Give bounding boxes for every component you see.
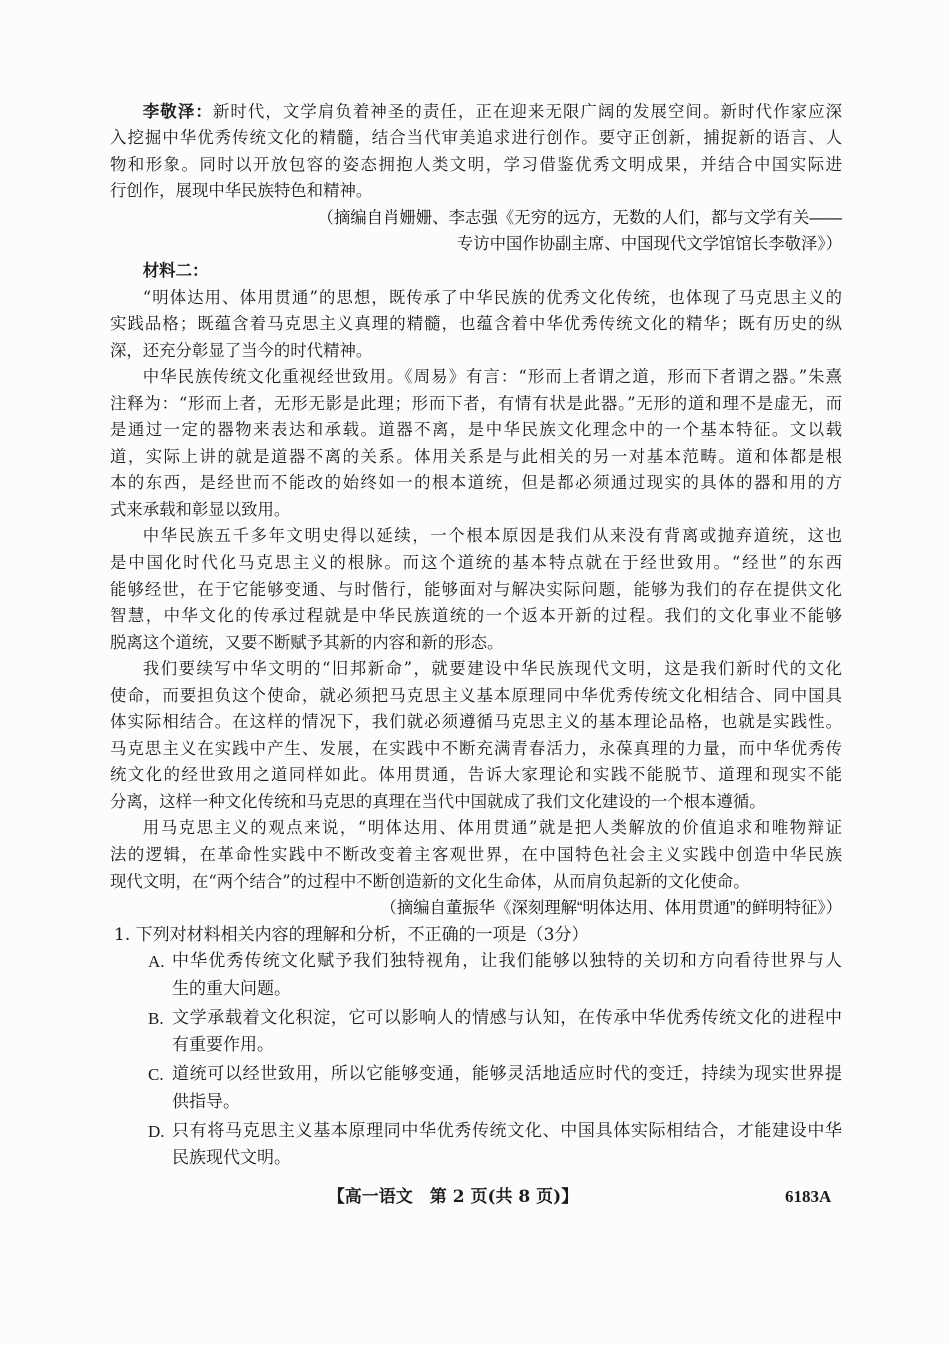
page-number-label: 【高一语文 第 2 页(共 8 页)】 [327,1187,579,1207]
text-line: 本的东西，是经世而不能改的始终如一的根本道统，但是都必须通过现实的具体的器和用的方 [110,473,842,493]
option-label: A. [148,952,165,972]
page-content [110,99,842,1173]
option-label: B. [148,1008,164,1028]
exam-code: 6183A [785,1187,832,1206]
text-line: 法的逻辑，在革命性实践中不断改变着主客观世界，在中国特色社会主义实践中创造中华民族 [110,845,842,864]
option-label: C. [148,1065,164,1085]
text-line: 注释为：“形而上者，无形无影是此理；形而下者，有情有状是此器。”无形的道和理不是虚无，而 [110,393,842,413]
text-span: 新时代，文学肩负着神圣的责任，正在迎来无限广阔的发展空间。新时代作家应深 [212,101,842,121]
option-c [110,1061,842,1116]
text-line: 脱离这个道统，又要不断赋予其新的内容和新的形态。 [110,632,504,652]
material2-paragraph [110,815,842,895]
option-text-line: 民族现代文明。 [172,1148,291,1169]
text-line: 分离，这样一种文化传统和马克思的真理在当代中国就成了我们文化建设的一个根本遵循。 [110,791,766,811]
source-citation: 专访中国作协副主席、中国现代文学馆馆长李敬泽》） [456,235,842,254]
text-line: 是通过一定的器物来表达和承载。道器不离，是中华民族文化理念中的一个基本特征。文以载 [110,420,842,440]
material2-paragraph [110,285,842,365]
text-line: 式来承载和彰显以致用。 [110,499,291,519]
option-text-line: 供指导。 [172,1091,240,1112]
option-a [110,948,842,1003]
material1-paragraph [110,99,842,205]
option-text-line: 中华优秀传统文化赋予我们独特视角，让我们能够以独特的关切和方向看待世界与人 [172,951,842,972]
option-text-line: 道统可以经世致用，所以它能够变通，能够灵活地适应时代的变迁，持续为现实世界提 [172,1064,842,1085]
material2-paragraph [110,364,842,523]
option-label: D. [148,1121,165,1141]
text-line: 现代文明，在“两个结合”的过程中不断创造新的文化生命体，从而肩负起新的文化使命。 [110,871,750,891]
text-line: “明体达用、体用贯通”的思想，既传承了中华民族的优秀文化传统，也体现了马克思主义的 [142,287,842,307]
text-line: 行创作，展现中华民族特色和精神。 [110,181,373,201]
source-citation: （摘编自董振华《深刻理解“明体达用、体用贯通”的鲜明特征》） [380,899,842,918]
material2-paragraph [110,523,842,656]
text-line: 用马克思主义的观点来说，“明体达用、体用贯通”就是把人类解放的价值追求和唯物辩证 [142,818,842,838]
text-line: 我们要续写中华文明的“旧邦新命”，就要建设中华民族现代文明，这是我们新时代的文化 [142,659,842,679]
speaker-name: 李敬泽： [142,101,213,121]
option-d [110,1118,842,1173]
material2-paragraph [110,656,842,815]
material-heading: 材料二： [142,260,209,280]
source-citation: （摘编自肖姗姗、李志强《无穷的远方，无数的人们，都与文学有关—— [317,208,842,227]
question-stem: 1. 下列对材料相关内容的理解和分析，不正确的一项是（3分） [114,924,589,945]
text-line [110,99,842,126]
text-line: 统文化的经世致用之道同样如此。体用贯通，告诉大家理论和实践不能脱节、道理和现实不能 [110,765,842,785]
page-footer [0,1184,950,1210]
option-text-line: 只有将马克思主义基本原理同中华优秀传统文化、中国具体实际相结合，才能建设中华 [172,1120,842,1141]
text-line: 是中国化时代化马克思主义的根脉。而这个道统的基本特点就在于经世致用。“经世”的东西 [110,552,842,572]
answer-options [110,948,842,1173]
text-line: 深，还充分彰显了当今的时代精神。 [110,340,373,360]
option-text-line: 有重要作用。 [172,1035,274,1056]
text-line: 物和形象。同时以开放包容的姿态拥抱人类文明，学习借鉴优秀文明成果，并结合中国实际进 [110,154,842,174]
text-line: 中华民族传统文化重视经世致用。《周易》有言：“形而上者谓之道，形而下者谓之器。”朱熹 [142,367,842,387]
text-line: 入挖掘中华优秀传统文化的精髓，结合当代审美追求进行创作。要守正创新，捕捉新的语言、人 [110,128,842,148]
option-text-line: 文学承载着文化积淀，它可以影响人的情感与认知，在传承中华优秀传统文化的进程中 [172,1007,842,1028]
text-line: 马克思主义在实践中产生、发展，在实践中不断充满青春活力，永葆真理的力量，而中华优秀传 [110,738,842,758]
text-line: 实践品格；既蕴含着马克思主义真理的精髓，也蕴含着中华优秀传统文化的精华；既有历史的纵 [110,314,842,334]
option-b [110,1005,842,1060]
text-line: 体实际相结合。在这样的情况下，我们就必须遵循马克思主义的基本理论品格，也就是实践性。 [110,712,842,732]
text-line: 智慧，中华文化的传承过程就是中华民族道统的一个返本开新的过程。我们的文化事业不能够 [110,606,842,626]
text-line: 道，实际上讲的就是道器不离的关系。体用关系是与此相关的另一对基本范畴。道和体都是根 [110,446,842,466]
text-line: 能够经世，在于它能够变通、与时偕行，能够面对与解决实际问题，能够为我们的存在提供文化 [110,579,842,599]
text-line: 中华民族五千多年文明史得以延续，一个根本原因是我们从来没有背离或抛弃道统，这也 [142,526,842,546]
option-text-line: 生的重大问题。 [172,978,291,999]
text-line: 使命，而要担负这个使命，就必须把马克思主义基本原理同中华优秀传统文化相结合、同中国具 [110,685,842,705]
